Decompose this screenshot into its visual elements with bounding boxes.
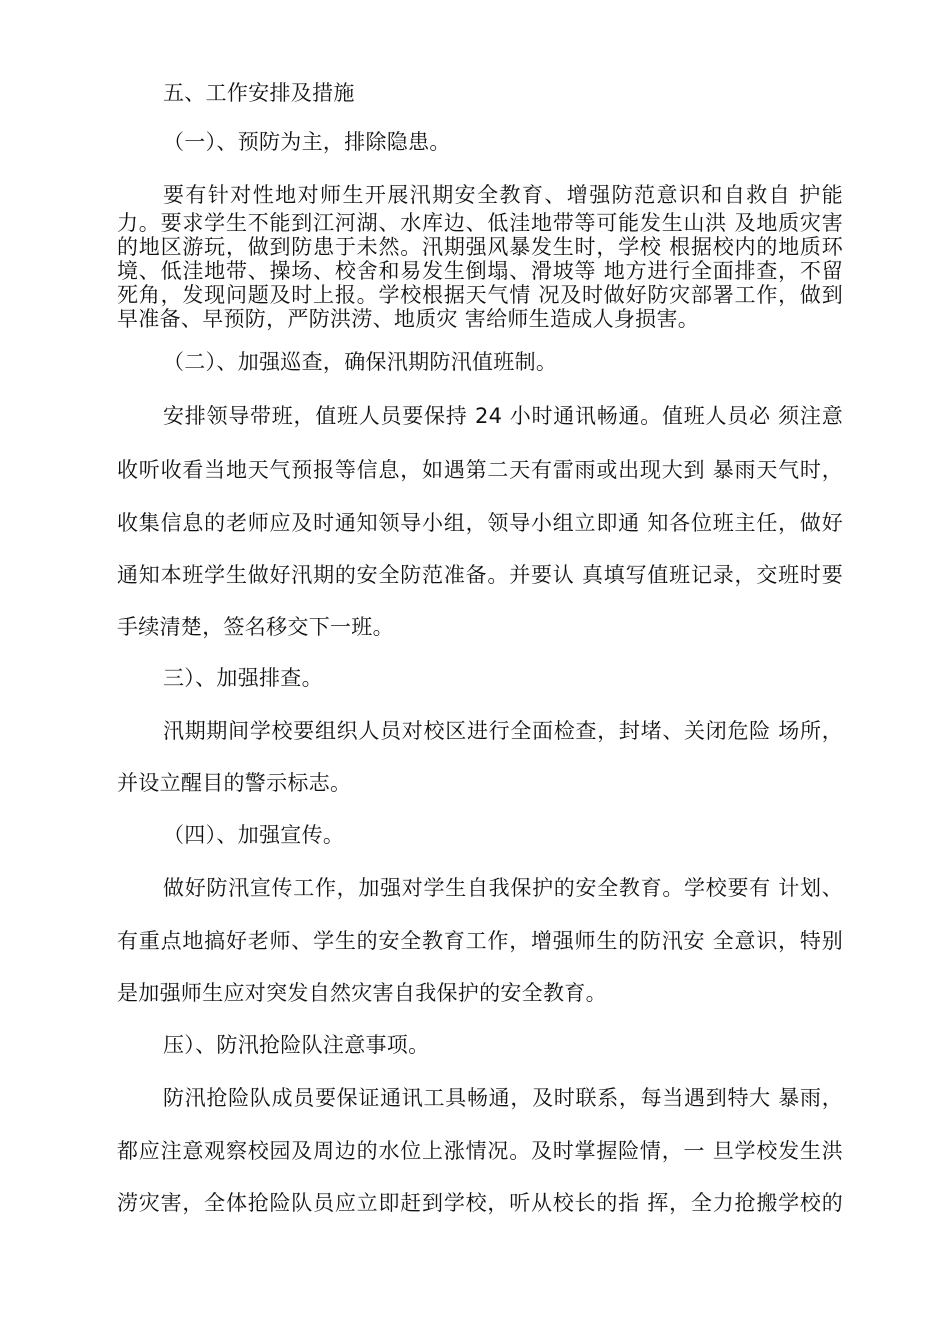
paragraph-line: 安排领导带班，值班人员要保持 24 小时通讯畅通。值班人员必 须注意 bbox=[163, 404, 843, 428]
subsection-heading: 压）、防汛抢险队注意事项。 bbox=[163, 1033, 430, 1057]
paragraph-line: 手续清楚，签名移交下一班。 bbox=[117, 615, 394, 639]
paragraph-line: 收听收看当地天气预报等信息，如遇第二天有雷雨或出现大到 暴雨天气时， bbox=[117, 458, 843, 482]
paragraph-line: 都应注意观察校园及周边的水位上涨情况。及时掌握险情，一 旦学校发生洪 bbox=[117, 1139, 843, 1163]
paragraph-line: 做好防汛宣传工作，加强对学生自我保护的安全教育。学校要有 计划、 bbox=[163, 876, 843, 900]
paragraph-line: 涝灾害，全体抢险队员应立即赶到学校，听从校长的指 挥，全力抢搬学校的 bbox=[117, 1191, 843, 1215]
paragraph-line: 早准备、早预防，严防洪涝、地质灾 害给师生造成人身损害。 bbox=[117, 307, 700, 331]
subsection-heading: （二）、加强巡查，确保汛期防汛值班制。 bbox=[163, 350, 558, 374]
subsection-heading: （四）、加强宣传。 bbox=[163, 823, 345, 847]
paragraph-line: 汛期期间学校要组织人员对校区进行全面检查，封堵、关闭危险 场所， bbox=[163, 719, 843, 743]
paragraph-line: 通知本班学生做好汛期的安全防范准备。并要认 真填写值班记录，交班时要 bbox=[117, 563, 843, 587]
paragraph-line: 境、低洼地带、操场、校舍和易发生倒塌、滑坡等 地方进行全面排查，不留 bbox=[117, 259, 843, 283]
section-heading: 五、工作安排及措施 bbox=[163, 81, 355, 105]
paragraph-line: 力。要求学生不能到江河湖、水库边、低洼地带等可能发生山洪 及地质灾害 bbox=[117, 211, 843, 235]
paragraph-line: 防汛抢险队成员要保证通讯工具畅通，及时联系，每当遇到特大 暴雨， bbox=[163, 1086, 843, 1110]
subsection-heading: （一）、预防为主，排除隐患。 bbox=[163, 130, 451, 154]
paragraph-line: 是加强师生应对突发自然灾害自我保护的安全教育。 bbox=[117, 981, 607, 1005]
paragraph-line: 死角，发现问题及时上报。学校根据天气情 况及时做好防灾部署工作，做到 bbox=[117, 283, 843, 307]
paragraph-line: 要有针对性地对师生开展汛期安全教育、增强防范意识和自救自 护能 bbox=[163, 183, 843, 207]
paragraph-line: 的地区游玩，做到防患于未然。汛期强风暴发生时，学校 根据校内的地质环 bbox=[117, 235, 843, 259]
paragraph-line: 收集信息的老师应及时通知领导小组，领导小组立即通 知各位班主任，做好 bbox=[117, 511, 843, 535]
paragraph-line: 有重点地搞好老师、学生的安全教育工作，增强师生的防汛安 全意识，特别 bbox=[117, 929, 843, 953]
paragraph-line: 并设立醒目的警示标志。 bbox=[117, 771, 352, 795]
subsection-heading: 三）、加强排查。 bbox=[163, 666, 323, 690]
